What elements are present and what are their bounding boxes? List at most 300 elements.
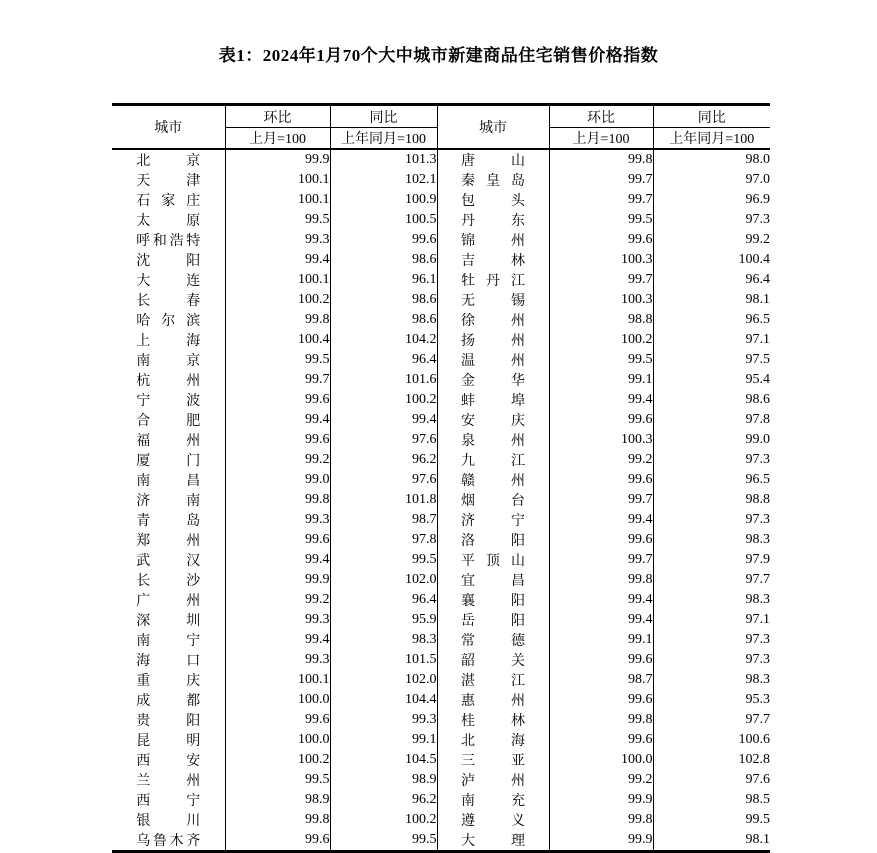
city-name: 天 津 [136, 174, 201, 189]
yoy-value: 96.4 [330, 590, 437, 610]
yoy-value: 100.2 [330, 810, 437, 830]
mom-value: 99.6 [225, 530, 330, 550]
city-name: 石 家 庄 [136, 194, 201, 209]
table-row [112, 230, 770, 250]
yoy-value: 97.8 [330, 530, 437, 550]
city-name: 三 亚 [461, 754, 525, 769]
header-yoy-base-left: 上年同月=100 [330, 128, 437, 150]
mom-value: 99.8 [225, 490, 330, 510]
mom-value: 100.2 [225, 290, 330, 310]
city-name: 安 庆 [461, 414, 525, 429]
mom-value: 99.8 [549, 810, 653, 830]
yoy-value: 98.3 [653, 590, 770, 610]
mom-value: 99.8 [549, 149, 653, 170]
yoy-value: 96.2 [330, 450, 437, 470]
city-cell [112, 550, 225, 570]
city-name: 牡 丹 江 [461, 274, 525, 289]
yoy-value: 96.4 [330, 350, 437, 370]
table-row [112, 190, 770, 210]
yoy-value: 104.2 [330, 330, 437, 350]
city-cell [437, 470, 549, 490]
yoy-value: 101.5 [330, 650, 437, 670]
city-name: 呼 和 浩 特 [136, 234, 201, 249]
yoy-value: 98.7 [330, 510, 437, 530]
header-city-right: 城市 [437, 105, 549, 150]
city-cell [437, 730, 549, 750]
yoy-value: 96.9 [653, 190, 770, 210]
yoy-value: 99.1 [330, 730, 437, 750]
city-cell [112, 230, 225, 250]
yoy-value: 95.9 [330, 610, 437, 630]
yoy-value: 98.9 [330, 770, 437, 790]
city-cell [437, 750, 549, 770]
mom-value: 99.8 [549, 570, 653, 590]
city-cell [437, 250, 549, 270]
city-cell [437, 230, 549, 250]
city-cell [437, 670, 549, 690]
city-name: 岳 阳 [461, 614, 525, 629]
yoy-value: 99.2 [653, 230, 770, 250]
table-row [112, 650, 770, 670]
yoy-value: 99.5 [330, 550, 437, 570]
city-cell [112, 330, 225, 350]
city-cell [437, 530, 549, 550]
mom-value: 99.4 [225, 550, 330, 570]
city-name: 南 昌 [136, 474, 201, 489]
city-name: 宜 昌 [461, 574, 525, 589]
yoy-value: 96.4 [653, 270, 770, 290]
header-mom-left: 环比 [225, 105, 330, 128]
city-name: 南 宁 [136, 634, 201, 649]
mom-value: 99.6 [225, 710, 330, 730]
mom-value: 100.1 [225, 170, 330, 190]
city-name: 丹 东 [461, 214, 525, 229]
city-cell [437, 630, 549, 650]
mom-value: 99.3 [225, 650, 330, 670]
city-name: 济 宁 [461, 514, 525, 529]
city-cell [112, 710, 225, 730]
table-row [112, 149, 770, 170]
yoy-value: 97.0 [653, 170, 770, 190]
mom-value: 99.0 [225, 470, 330, 490]
mom-value: 99.9 [549, 830, 653, 852]
header-yoy-right: 同比 [653, 105, 770, 128]
yoy-value: 99.4 [330, 410, 437, 430]
city-name: 长 沙 [136, 574, 201, 589]
yoy-value: 96.1 [330, 270, 437, 290]
mom-value: 99.3 [225, 510, 330, 530]
header-mom-base-left: 上月=100 [225, 128, 330, 150]
yoy-value: 100.4 [653, 250, 770, 270]
yoy-value: 99.3 [330, 710, 437, 730]
city-name: 大 连 [136, 274, 201, 289]
mom-value: 99.4 [549, 390, 653, 410]
yoy-value: 99.0 [653, 430, 770, 450]
city-name: 宁 波 [136, 394, 201, 409]
city-cell [437, 590, 549, 610]
city-cell [437, 290, 549, 310]
city-name: 襄 阳 [461, 594, 525, 609]
table-body [112, 149, 770, 852]
city-cell [437, 330, 549, 350]
mom-value: 99.6 [549, 730, 653, 750]
city-cell [112, 770, 225, 790]
yoy-value: 98.1 [653, 290, 770, 310]
city-name: 泸 州 [461, 774, 525, 789]
yoy-value: 97.3 [653, 210, 770, 230]
table-row [112, 730, 770, 750]
table-row [112, 770, 770, 790]
city-name: 温 州 [461, 354, 525, 369]
mom-value: 99.2 [225, 450, 330, 470]
yoy-value: 101.6 [330, 370, 437, 390]
city-name: 合 肥 [136, 414, 201, 429]
city-cell [112, 590, 225, 610]
yoy-value: 98.6 [330, 290, 437, 310]
city-name: 西 宁 [136, 794, 201, 809]
mom-value: 99.3 [225, 610, 330, 630]
city-cell [112, 490, 225, 510]
city-name: 昆 明 [136, 734, 201, 749]
city-name: 平 顶 山 [461, 554, 525, 569]
city-cell [112, 149, 225, 170]
mom-value: 100.1 [225, 190, 330, 210]
mom-value: 100.2 [549, 330, 653, 350]
yoy-value: 97.6 [330, 430, 437, 450]
city-name: 太 原 [136, 214, 201, 229]
table-header [112, 105, 770, 150]
city-cell [112, 510, 225, 530]
city-cell [112, 410, 225, 430]
mom-value: 99.5 [549, 210, 653, 230]
mom-value: 99.1 [549, 370, 653, 390]
mom-value: 99.2 [549, 450, 653, 470]
mom-value: 100.3 [549, 290, 653, 310]
mom-value: 99.3 [225, 230, 330, 250]
yoy-value: 100.9 [330, 190, 437, 210]
city-cell [112, 170, 225, 190]
city-name: 吉 林 [461, 254, 525, 269]
city-name: 哈 尔 滨 [136, 314, 201, 329]
city-name: 广 州 [136, 594, 201, 609]
city-cell [437, 490, 549, 510]
city-name: 北 海 [461, 734, 525, 749]
yoy-value: 101.8 [330, 490, 437, 510]
city-name: 青 岛 [136, 514, 201, 529]
yoy-value: 104.5 [330, 750, 437, 770]
city-name: 扬 州 [461, 334, 525, 349]
city-name: 海 口 [136, 654, 201, 669]
mom-value: 99.9 [225, 149, 330, 170]
city-cell [112, 790, 225, 810]
yoy-value: 95.3 [653, 690, 770, 710]
table-row [112, 810, 770, 830]
yoy-value: 98.6 [653, 390, 770, 410]
table-row [112, 450, 770, 470]
header-yoy-left: 同比 [330, 105, 437, 128]
mom-value: 100.3 [549, 250, 653, 270]
header-mom-base-right: 上月=100 [549, 128, 653, 150]
table-row [112, 170, 770, 190]
city-cell [437, 430, 549, 450]
city-name: 无 锡 [461, 294, 525, 309]
yoy-value: 97.3 [653, 510, 770, 530]
table-row [112, 210, 770, 230]
city-name: 乌 鲁 木 齐 [136, 834, 201, 849]
mom-value: 98.8 [549, 310, 653, 330]
yoy-value: 102.0 [330, 570, 437, 590]
city-name: 南 充 [461, 794, 525, 809]
city-cell [437, 350, 549, 370]
mom-value: 100.1 [225, 670, 330, 690]
city-cell [112, 690, 225, 710]
city-cell [437, 370, 549, 390]
yoy-value: 99.5 [330, 830, 437, 852]
yoy-value: 97.9 [653, 550, 770, 570]
city-cell [437, 570, 549, 590]
city-name: 蚌 埠 [461, 394, 525, 409]
table-row [112, 430, 770, 450]
mom-value: 100.2 [225, 750, 330, 770]
yoy-value: 100.5 [330, 210, 437, 230]
table-row [112, 830, 770, 852]
mom-value: 99.5 [225, 770, 330, 790]
mom-value: 99.8 [549, 710, 653, 730]
city-cell [437, 190, 549, 210]
header-city-left: 城市 [112, 105, 225, 150]
table-row [112, 490, 770, 510]
city-cell [437, 149, 549, 170]
price-index-table [112, 103, 770, 853]
city-cell [437, 710, 549, 730]
mom-value: 99.2 [225, 590, 330, 610]
table-row [112, 610, 770, 630]
mom-value: 99.4 [549, 610, 653, 630]
mom-value: 99.6 [549, 690, 653, 710]
table-row [112, 330, 770, 350]
table-row [112, 530, 770, 550]
table-row [112, 570, 770, 590]
mom-value: 99.5 [225, 210, 330, 230]
yoy-value: 97.1 [653, 330, 770, 350]
city-name: 郑 州 [136, 534, 201, 549]
table-row [112, 790, 770, 810]
mom-value: 99.6 [549, 530, 653, 550]
city-cell [437, 310, 549, 330]
mom-value: 100.0 [549, 750, 653, 770]
yoy-value: 102.8 [653, 750, 770, 770]
yoy-value: 98.6 [330, 250, 437, 270]
city-name: 桂 林 [461, 714, 525, 729]
city-name: 贵 阳 [136, 714, 201, 729]
mom-value: 99.4 [225, 410, 330, 430]
city-name: 锦 州 [461, 234, 525, 249]
city-cell [437, 810, 549, 830]
table-row [112, 290, 770, 310]
city-name: 重 庆 [136, 674, 201, 689]
mom-value: 99.6 [225, 390, 330, 410]
city-cell [112, 430, 225, 450]
city-cell [437, 610, 549, 630]
city-name: 唐 山 [461, 154, 525, 169]
city-cell [112, 390, 225, 410]
city-name: 长 春 [136, 294, 201, 309]
table-row [112, 750, 770, 770]
city-cell [437, 270, 549, 290]
city-name: 杭 州 [136, 374, 201, 389]
yoy-value: 99.5 [653, 810, 770, 830]
mom-value: 99.6 [549, 410, 653, 430]
city-name: 徐 州 [461, 314, 525, 329]
table-row [112, 590, 770, 610]
yoy-value: 95.4 [653, 370, 770, 390]
city-cell [437, 790, 549, 810]
mom-value: 99.2 [549, 770, 653, 790]
mom-value: 99.4 [225, 630, 330, 650]
yoy-value: 100.2 [330, 390, 437, 410]
mom-value: 99.6 [549, 230, 653, 250]
city-cell [112, 470, 225, 490]
city-cell [112, 810, 225, 830]
city-name: 韶 关 [461, 654, 525, 669]
city-name: 成 都 [136, 694, 201, 709]
table-row [112, 270, 770, 290]
yoy-value: 98.5 [653, 790, 770, 810]
mom-value: 98.9 [225, 790, 330, 810]
table-row [112, 390, 770, 410]
city-cell [112, 830, 225, 852]
city-cell [437, 210, 549, 230]
yoy-value: 96.2 [330, 790, 437, 810]
header-mom-right: 环比 [549, 105, 653, 128]
table-row [112, 350, 770, 370]
yoy-value: 97.7 [653, 710, 770, 730]
table-row [112, 670, 770, 690]
city-cell [112, 210, 225, 230]
city-cell [437, 830, 549, 852]
yoy-value: 97.5 [653, 350, 770, 370]
city-name: 深 圳 [136, 614, 201, 629]
city-name: 洛 阳 [461, 534, 525, 549]
city-cell [112, 350, 225, 370]
city-name: 大 理 [461, 834, 525, 849]
city-cell [437, 450, 549, 470]
city-name: 兰 州 [136, 774, 201, 789]
table-title: 表1：2024年1月70个大中城市新建商品住宅销售价格指数 [218, 46, 659, 65]
city-name: 包 头 [461, 194, 525, 209]
mom-value: 100.0 [225, 690, 330, 710]
city-name: 福 州 [136, 434, 201, 449]
city-name: 厦 门 [136, 454, 201, 469]
city-cell [437, 410, 549, 430]
city-cell [437, 690, 549, 710]
city-name: 上 海 [136, 334, 201, 349]
yoy-value: 98.1 [653, 830, 770, 852]
city-cell [437, 770, 549, 790]
mom-value: 100.3 [549, 430, 653, 450]
yoy-value: 97.3 [653, 630, 770, 650]
city-cell [112, 250, 225, 270]
city-cell [437, 550, 549, 570]
city-name: 遵 义 [461, 814, 525, 829]
city-name: 泉 州 [461, 434, 525, 449]
yoy-value: 100.6 [653, 730, 770, 750]
yoy-value: 97.8 [653, 410, 770, 430]
table-row [112, 630, 770, 650]
yoy-value: 98.3 [653, 670, 770, 690]
city-name: 北 京 [136, 154, 201, 169]
mom-value: 99.1 [549, 630, 653, 650]
yoy-value: 104.4 [330, 690, 437, 710]
city-name: 沈 阳 [136, 254, 201, 269]
yoy-value: 96.5 [653, 470, 770, 490]
city-cell [112, 310, 225, 330]
yoy-value: 97.6 [653, 770, 770, 790]
mom-value: 100.0 [225, 730, 330, 750]
mom-value: 99.7 [549, 270, 653, 290]
table-row [112, 550, 770, 570]
yoy-value: 97.6 [330, 470, 437, 490]
city-cell [112, 630, 225, 650]
city-name: 银 川 [136, 814, 201, 829]
table-row [112, 690, 770, 710]
city-name: 秦 皇 岛 [461, 174, 525, 189]
city-cell [112, 290, 225, 310]
city-cell [112, 530, 225, 550]
yoy-value: 98.3 [653, 530, 770, 550]
table-row [112, 410, 770, 430]
yoy-value: 101.3 [330, 149, 437, 170]
city-cell [112, 670, 225, 690]
city-cell [437, 510, 549, 530]
yoy-value: 96.5 [653, 310, 770, 330]
city-cell [112, 610, 225, 630]
city-cell [112, 370, 225, 390]
city-name: 烟 台 [461, 494, 525, 509]
mom-value: 99.5 [549, 350, 653, 370]
city-name: 金 华 [461, 374, 525, 389]
table-row [112, 310, 770, 330]
yoy-value: 98.6 [330, 310, 437, 330]
mom-value: 99.6 [225, 830, 330, 852]
yoy-value: 97.3 [653, 650, 770, 670]
yoy-value: 97.3 [653, 450, 770, 470]
mom-value: 99.4 [549, 510, 653, 530]
mom-value: 99.7 [549, 490, 653, 510]
city-name: 湛 江 [461, 674, 525, 689]
city-cell [112, 190, 225, 210]
city-name: 惠 州 [461, 694, 525, 709]
city-cell [112, 750, 225, 770]
city-cell [437, 390, 549, 410]
city-name: 西 安 [136, 754, 201, 769]
city-cell [437, 170, 549, 190]
mom-value: 99.7 [549, 190, 653, 210]
city-cell [112, 650, 225, 670]
mom-value: 99.7 [225, 370, 330, 390]
city-cell [112, 730, 225, 750]
city-cell [112, 570, 225, 590]
yoy-value: 102.0 [330, 670, 437, 690]
city-cell [112, 450, 225, 470]
table-row [112, 470, 770, 490]
table-row [112, 250, 770, 270]
mom-value: 99.6 [549, 470, 653, 490]
city-name: 南 京 [136, 354, 201, 369]
header-yoy-base-right: 上年同月=100 [653, 128, 770, 150]
mom-value: 100.4 [225, 330, 330, 350]
city-name: 济 南 [136, 494, 201, 509]
